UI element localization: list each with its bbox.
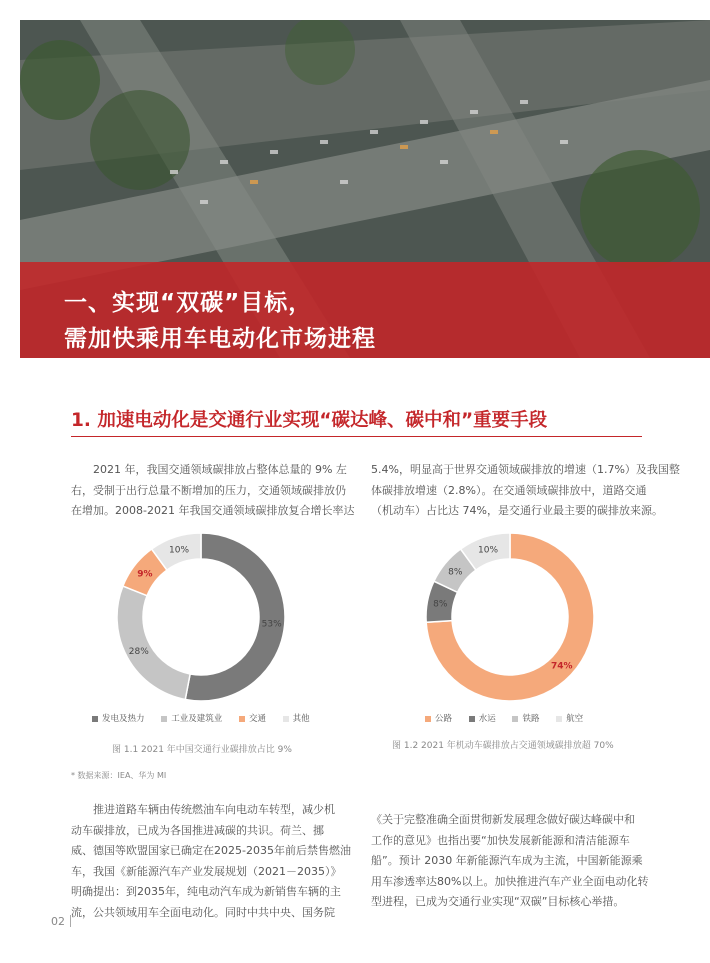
donut-label-1-3: 9% xyxy=(137,569,153,580)
legend-item: 交通 xyxy=(239,712,266,724)
intro-left-line: 在增加。2008-2021 年我国交通领域碳排放复合增长率达 xyxy=(71,504,355,517)
chart1-caption: 图 1.1 2021 年中国交通行业碳排放占比 9% xyxy=(112,745,292,755)
chart2-legend xyxy=(425,712,597,724)
donut-label-1-2: 28% xyxy=(128,647,149,658)
body-right-column xyxy=(371,810,649,913)
hero-title-line1: 一、实现“双碳”目标， xyxy=(64,290,313,316)
body-left-line: 车，我国《新能源汽车产业发展规划（2021－2035）》 xyxy=(71,864,342,878)
intro-left-column xyxy=(71,460,355,522)
donut-label-2-4: 10% xyxy=(478,545,499,556)
body-left-line: 明确提出：到2035年，纯电动汽车成为新销售车辆的主 xyxy=(71,885,341,898)
hero-banner xyxy=(20,20,710,358)
donut-label-2-2: 8% xyxy=(433,599,448,610)
body-left-line: 推进道路车辆由传统燃油车向电动车转型，减少机 xyxy=(93,803,335,816)
intro-right-column xyxy=(371,460,680,522)
legend-item: 水运 xyxy=(469,712,496,724)
donut-chart-motor-vehicle-share xyxy=(410,528,610,706)
body-left-line: 流，公共领域用车全面电动化。同时中共中央、国务院 xyxy=(71,905,335,919)
body-left-line: 威、德国等欧盟国家已确定在2025-2035年前后禁售燃油 xyxy=(71,844,351,857)
intro-right-line: 5.4%，明显高于世界交通领域碳排放的增速（1.7%）及我国整 xyxy=(371,463,680,476)
body-right-line: 《关于完整准确全面贯彻新发展理念做好碳达峰碳中和 xyxy=(371,813,635,826)
body-right-line: 工作的意见》也指出要“加快发展新能源和清洁能源车 xyxy=(371,833,630,847)
legend-item: 发电及热力 xyxy=(92,712,145,724)
intro-left-line: 2021 年，我国交通领域碳排放占整体总量的 9% 左 xyxy=(93,463,347,476)
intro-right-line: （机动车）占比达 74%，是交通行业最主要的碳排放来源。 xyxy=(371,504,663,517)
donut-chart-transport-share xyxy=(101,528,301,706)
hero-title-band xyxy=(20,262,710,358)
intro-left-line: 右，受制于出行总量不断增加的压力，交通领域碳排放仍 xyxy=(71,483,346,497)
body-right-line: 用车渗透率达80%以上。加快推进汽车产业全面电动化转 xyxy=(371,874,649,888)
hero-title-line2: 需加快乘用车电动化市场进程 xyxy=(64,326,376,352)
data-source-note: * 数据来源：IEA、华为 MI xyxy=(71,771,167,780)
section-divider xyxy=(71,436,642,437)
donut-slice-1-2 xyxy=(117,586,190,699)
donut-label-2-1: 74% xyxy=(550,661,573,672)
donut-label-1-4: 10% xyxy=(169,545,190,556)
body-right-line: 船”。预计 2030 年新能源汽车成为主流，中国新能源乘 xyxy=(371,854,643,867)
legend-item: 其他 xyxy=(283,712,310,724)
legend-item: 铁路 xyxy=(512,712,539,724)
legend-item: 航空 xyxy=(556,712,583,724)
body-left-column xyxy=(71,800,351,923)
page-number-divider xyxy=(70,915,71,927)
intro-right-line: 体碳排放增速（2.8%）。在交通领域碳排放中，道路交通 xyxy=(371,483,647,497)
page-number: 02 xyxy=(51,915,65,928)
legend-item: 工业及建筑业 xyxy=(161,712,222,724)
donut-label-2-3: 8% xyxy=(448,567,463,578)
donut-label-1-1: 53% xyxy=(261,619,282,630)
section-title: 1. 加速电动化是交通行业实现“碳达峰、碳中和”重要手段 xyxy=(71,410,548,431)
body-left-line: 动车碳排放，已成为各国推进减碳的共识。荷兰、挪 xyxy=(71,823,324,837)
chart1-legend xyxy=(92,712,324,724)
chart2-caption: 图 1.2 2021 年机动车碳排放占交通领域碳排放超 70% xyxy=(392,741,614,751)
legend-item: 公路 xyxy=(425,712,452,724)
body-right-line: 型进程，已成为交通行业实现“双碳”目标核心举措。 xyxy=(371,895,625,908)
